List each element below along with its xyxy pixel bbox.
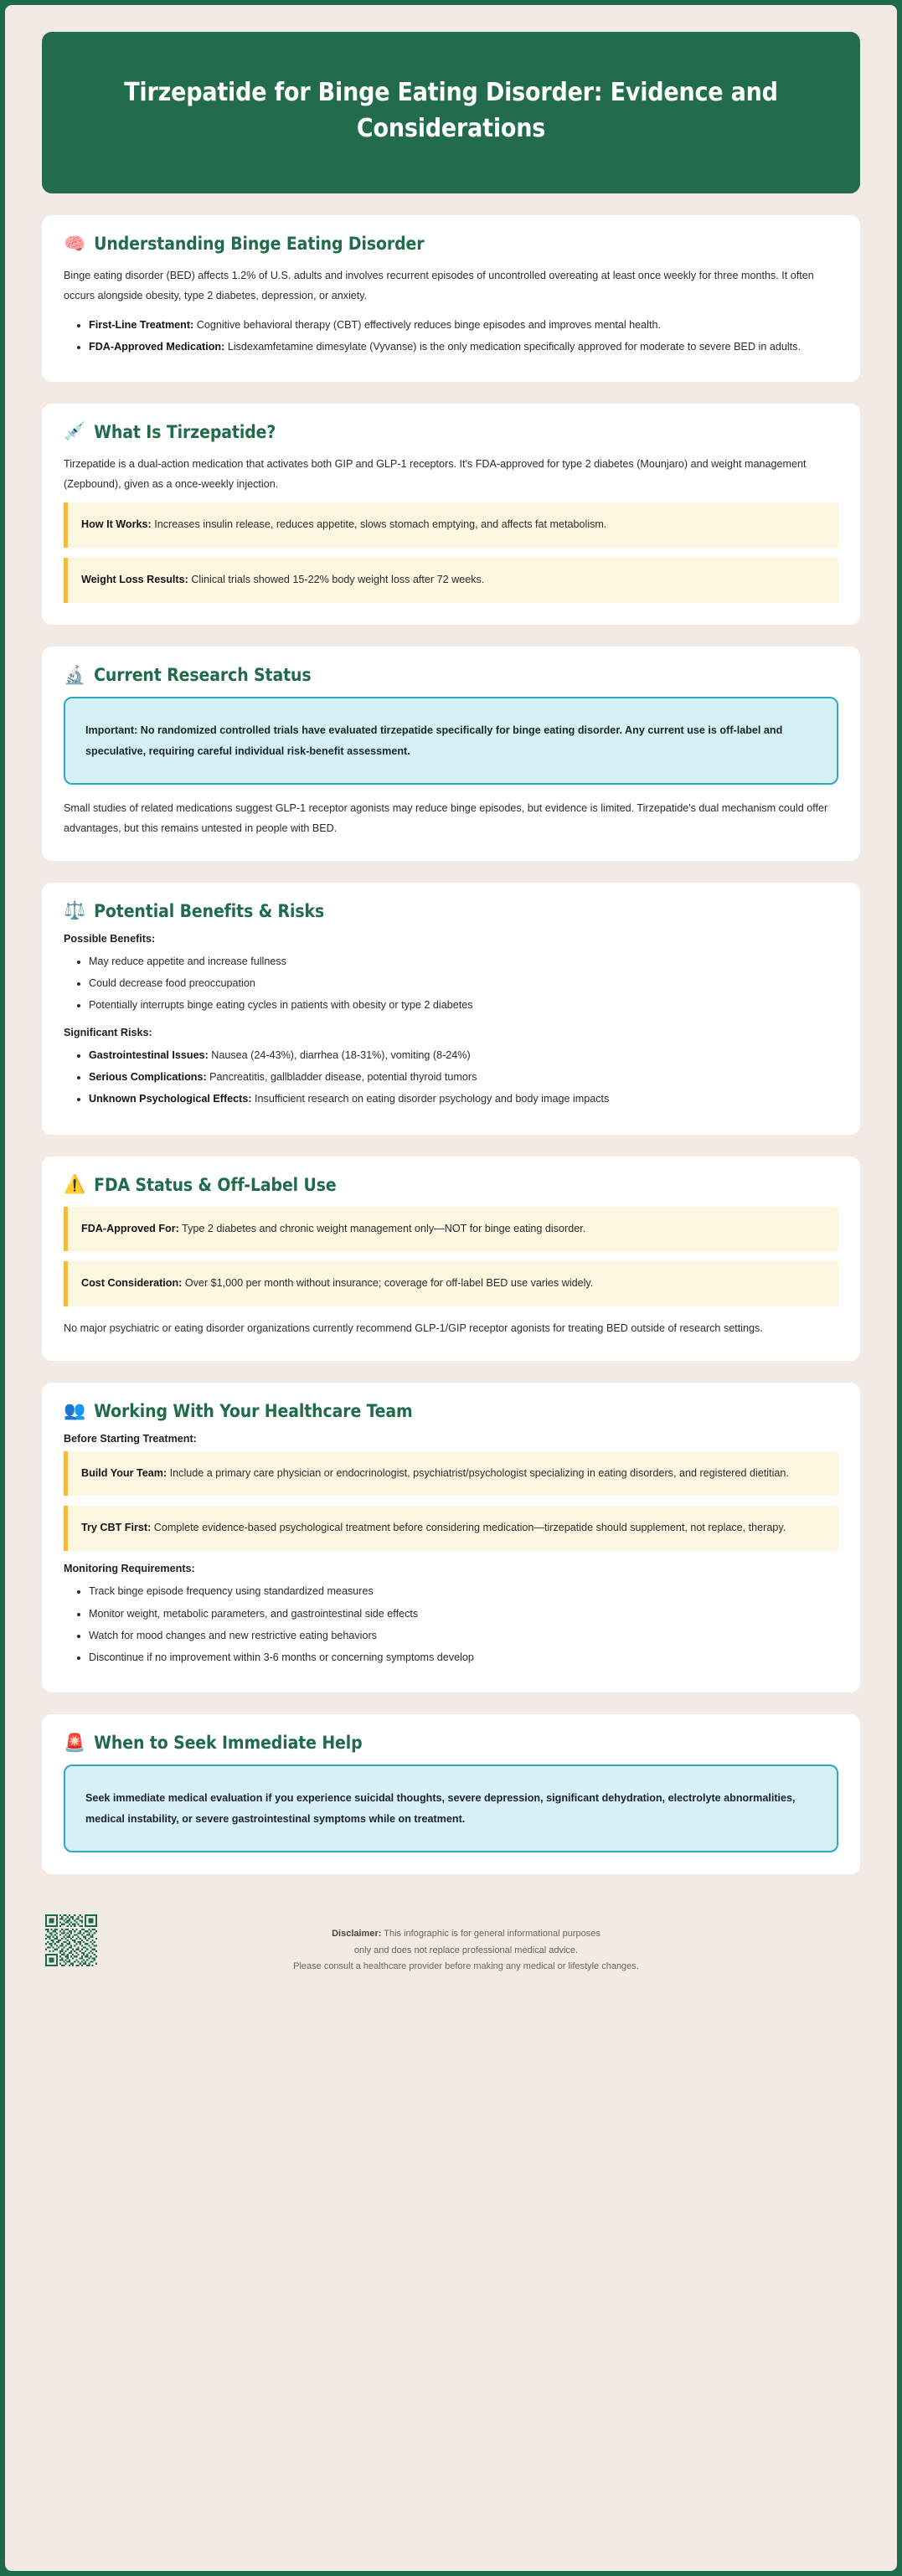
brain-icon: 🧠 bbox=[64, 234, 86, 254]
list-item-label: Unknown Psychological Effects: bbox=[89, 1093, 252, 1105]
monitoring-subheading: Monitoring Requirements: bbox=[64, 1563, 195, 1575]
section-benefits-and-risks bbox=[42, 883, 860, 1135]
section-header bbox=[64, 1401, 838, 1421]
callout-text: Complete evidence-based psychological treatment before considering medication—tirzepatide should supplement, not replace, therapy. bbox=[151, 1522, 786, 1534]
disclaimer-line-3: Please consult a healthcare provider before making any medical or lifestyle changes. bbox=[293, 1961, 639, 1972]
section-paragraph: Tirzepatide is a dual-action medication that activates both GIP and GLP-1 receptors. It's FDA-approved for type 2 diabetes (Mounjaro) and weight management (Zepbound), given as a once-weekly injection. bbox=[64, 457, 807, 491]
callout-text: Increases insulin release, reduces appetite, slows stomach emptying, and affects fat metabolism. bbox=[151, 518, 607, 531]
section-header bbox=[64, 665, 838, 685]
callout-cost-consideration bbox=[64, 1261, 838, 1306]
section-paragraph: Small studies of related medications suggest GLP-1 receptor agonists may reduce binge episodes, but evidence is limited. Tirzepatide's dual mechanism could offer advantages, but this remains untested in people with BED. bbox=[64, 802, 828, 835]
list-item bbox=[89, 1089, 838, 1109]
section-title: What Is Tirzepatide? bbox=[94, 421, 276, 442]
callout-label: How It Works: bbox=[81, 518, 152, 531]
list-item bbox=[89, 1067, 838, 1087]
list-item: • Could decrease food preoccupation bbox=[89, 973, 838, 993]
section-healthcare-team bbox=[42, 1383, 860, 1693]
section-title: Current Research Status bbox=[94, 665, 312, 686]
section-understanding-bed bbox=[42, 215, 860, 382]
callout-how-it-works bbox=[64, 502, 838, 548]
callout-label: Build Your Team: bbox=[81, 1466, 168, 1479]
section-paragraph: Binge eating disorder (BED) affects 1.2% of U.S. adults and involves recurrent episodes of uncontrolled overeating at least once weekly for three months. It often occurs alongside obesity, type 2 diabetes, depression, or anxiety. bbox=[64, 270, 814, 302]
section-fda-status bbox=[42, 1157, 860, 1361]
callout-text: Include a primary care physician or endocrinologist, psychiatrist/psychologist specializing in eating disorders, and registered dietitian. bbox=[167, 1466, 789, 1479]
list-item: • Watch for mood changes and new restrictive eating behaviors bbox=[89, 1625, 838, 1646]
list-item: • Monitor weight, metabolic parameters, and gastrointestinal side effects bbox=[89, 1604, 838, 1624]
alert-light-icon: 🚨 bbox=[64, 1733, 86, 1753]
section-title: FDA Status & Off-Label Use bbox=[94, 1174, 337, 1195]
benefits-list bbox=[64, 951, 838, 1016]
callout-text: Over $1,000 per month without insurance; coverage for off-label BED use varies widely. bbox=[182, 1277, 594, 1290]
list-item-text: Lisdexamfetamine dimesylate (Vyvanse) is the only medication specifically approved for moderate to severe BED in adults. bbox=[224, 340, 801, 353]
section-title: When to Seek Immediate Help bbox=[94, 1733, 363, 1754]
disclaimer-line-1-text: This infographic is for general informational purposes bbox=[381, 1929, 600, 1940]
benefits-subheading: Possible Benefits: bbox=[64, 932, 156, 945]
list-item bbox=[89, 337, 838, 357]
callout-label: Cost Consideration: bbox=[81, 1277, 183, 1290]
disclaimer-text bbox=[106, 1914, 860, 1976]
callout-label: Weight Loss Results: bbox=[81, 574, 188, 586]
disclaimer-line-1 bbox=[106, 1926, 827, 1943]
page-title: Tirzepatide for Binge Eating Disorder: Evidence and Considerations bbox=[124, 78, 778, 143]
syringe-icon: 💉 bbox=[64, 422, 86, 442]
header-banner bbox=[42, 32, 860, 193]
important-notice-box: Important: No randomized controlled trials have evaluated tirzepatide specifically for binge eating disorder. Any current use is off-label and speculative, requiring careful individual risk-benefit assessment. bbox=[64, 697, 838, 785]
qr-code bbox=[45, 1914, 97, 1966]
scales-icon: ⚖️ bbox=[64, 901, 86, 920]
callout-try-cbt-first bbox=[64, 1506, 838, 1551]
list-item-text: Pancreatitis, gallbladder disease, potential thyroid tumors bbox=[206, 1071, 477, 1084]
callout-fda-approved-for bbox=[64, 1207, 838, 1252]
section-seek-immediate-help bbox=[42, 1714, 860, 1874]
callout-text: Clinical trials showed 15-22% body weight loss after 72 weeks. bbox=[188, 574, 485, 586]
list-item-text: Cognitive behavioral therapy (CBT) effectively reduces binge episodes and improves mental health. bbox=[193, 318, 661, 331]
section-current-research-status bbox=[42, 647, 860, 860]
list-item: • Discontinue if no improvement within 3-6 months or concerning symptoms develop bbox=[89, 1647, 838, 1667]
section-header bbox=[64, 422, 838, 442]
risks-subheading: Significant Risks: bbox=[64, 1027, 152, 1039]
risks-list bbox=[64, 1045, 838, 1110]
list-item-label: First-Line Treatment: bbox=[89, 318, 194, 331]
section-paragraph: No major psychiatric or eating disorder organizations currently recommend GLP-1/GIP receptor agonists for treating BED outside of research settings. bbox=[64, 1322, 763, 1335]
before-starting-subheading: Before Starting Treatment: bbox=[64, 1432, 197, 1445]
list-item bbox=[89, 315, 838, 335]
callout-weight-loss-results bbox=[64, 558, 838, 603]
list-item-text: Insufficient research on eating disorder psychology and body image impacts bbox=[251, 1093, 610, 1105]
list-item-label: Gastrointestinal Issues: bbox=[89, 1049, 209, 1062]
emergency-notice-box: Seek immediate medical evaluation if you experience suicidal thoughts, severe depression, significant dehydration, electrolyte abnormalities, medical instability, or severe gastrointestinal symptoms while on treatment. bbox=[64, 1765, 838, 1852]
footer bbox=[23, 1896, 879, 1997]
callout-label: FDA-Approved For: bbox=[81, 1222, 179, 1234]
section-header bbox=[64, 901, 838, 921]
bullet-list bbox=[64, 315, 838, 357]
list-item-label: Serious Complications: bbox=[89, 1071, 207, 1084]
section-what-is-tirzepatide bbox=[42, 404, 860, 625]
callout-text: Type 2 diabetes and chronic weight management only—NOT for binge eating disorder. bbox=[178, 1222, 586, 1234]
callout-build-your-team bbox=[64, 1451, 838, 1497]
list-item bbox=[89, 1045, 838, 1065]
section-title: Potential Benefits & Risks bbox=[94, 900, 325, 921]
disclaimer-line-2: only and does not replace professional medical advice. bbox=[353, 1945, 579, 1955]
section-header bbox=[64, 1175, 838, 1195]
list-item-label: FDA-Approved Medication: bbox=[89, 340, 225, 353]
list-item: • Track binge episode frequency using standardized measures bbox=[89, 1581, 838, 1601]
list-item: • Potentially interrupts binge eating cycles in patients with obesity or type 2 diabetes bbox=[89, 995, 838, 1015]
monitoring-list bbox=[64, 1581, 838, 1667]
disclaimer-label: Disclaimer: bbox=[332, 1929, 382, 1940]
warning-triangle-icon: ⚠️ bbox=[64, 1175, 86, 1195]
list-item: • May reduce appetite and increase fullness bbox=[89, 951, 838, 971]
microscope-icon: 🔬 bbox=[64, 665, 86, 685]
section-title: Working With Your Healthcare Team bbox=[94, 1400, 413, 1421]
section-title: Understanding Binge Eating Disorder bbox=[94, 234, 425, 255]
section-header bbox=[64, 1733, 838, 1753]
people-icon: 👥 bbox=[64, 1401, 86, 1421]
list-item-text: Nausea (24-43%), diarrhea (18-31%), vomiting (8-24%) bbox=[208, 1049, 471, 1062]
section-header bbox=[64, 234, 838, 254]
callout-label: Try CBT First: bbox=[81, 1522, 152, 1534]
